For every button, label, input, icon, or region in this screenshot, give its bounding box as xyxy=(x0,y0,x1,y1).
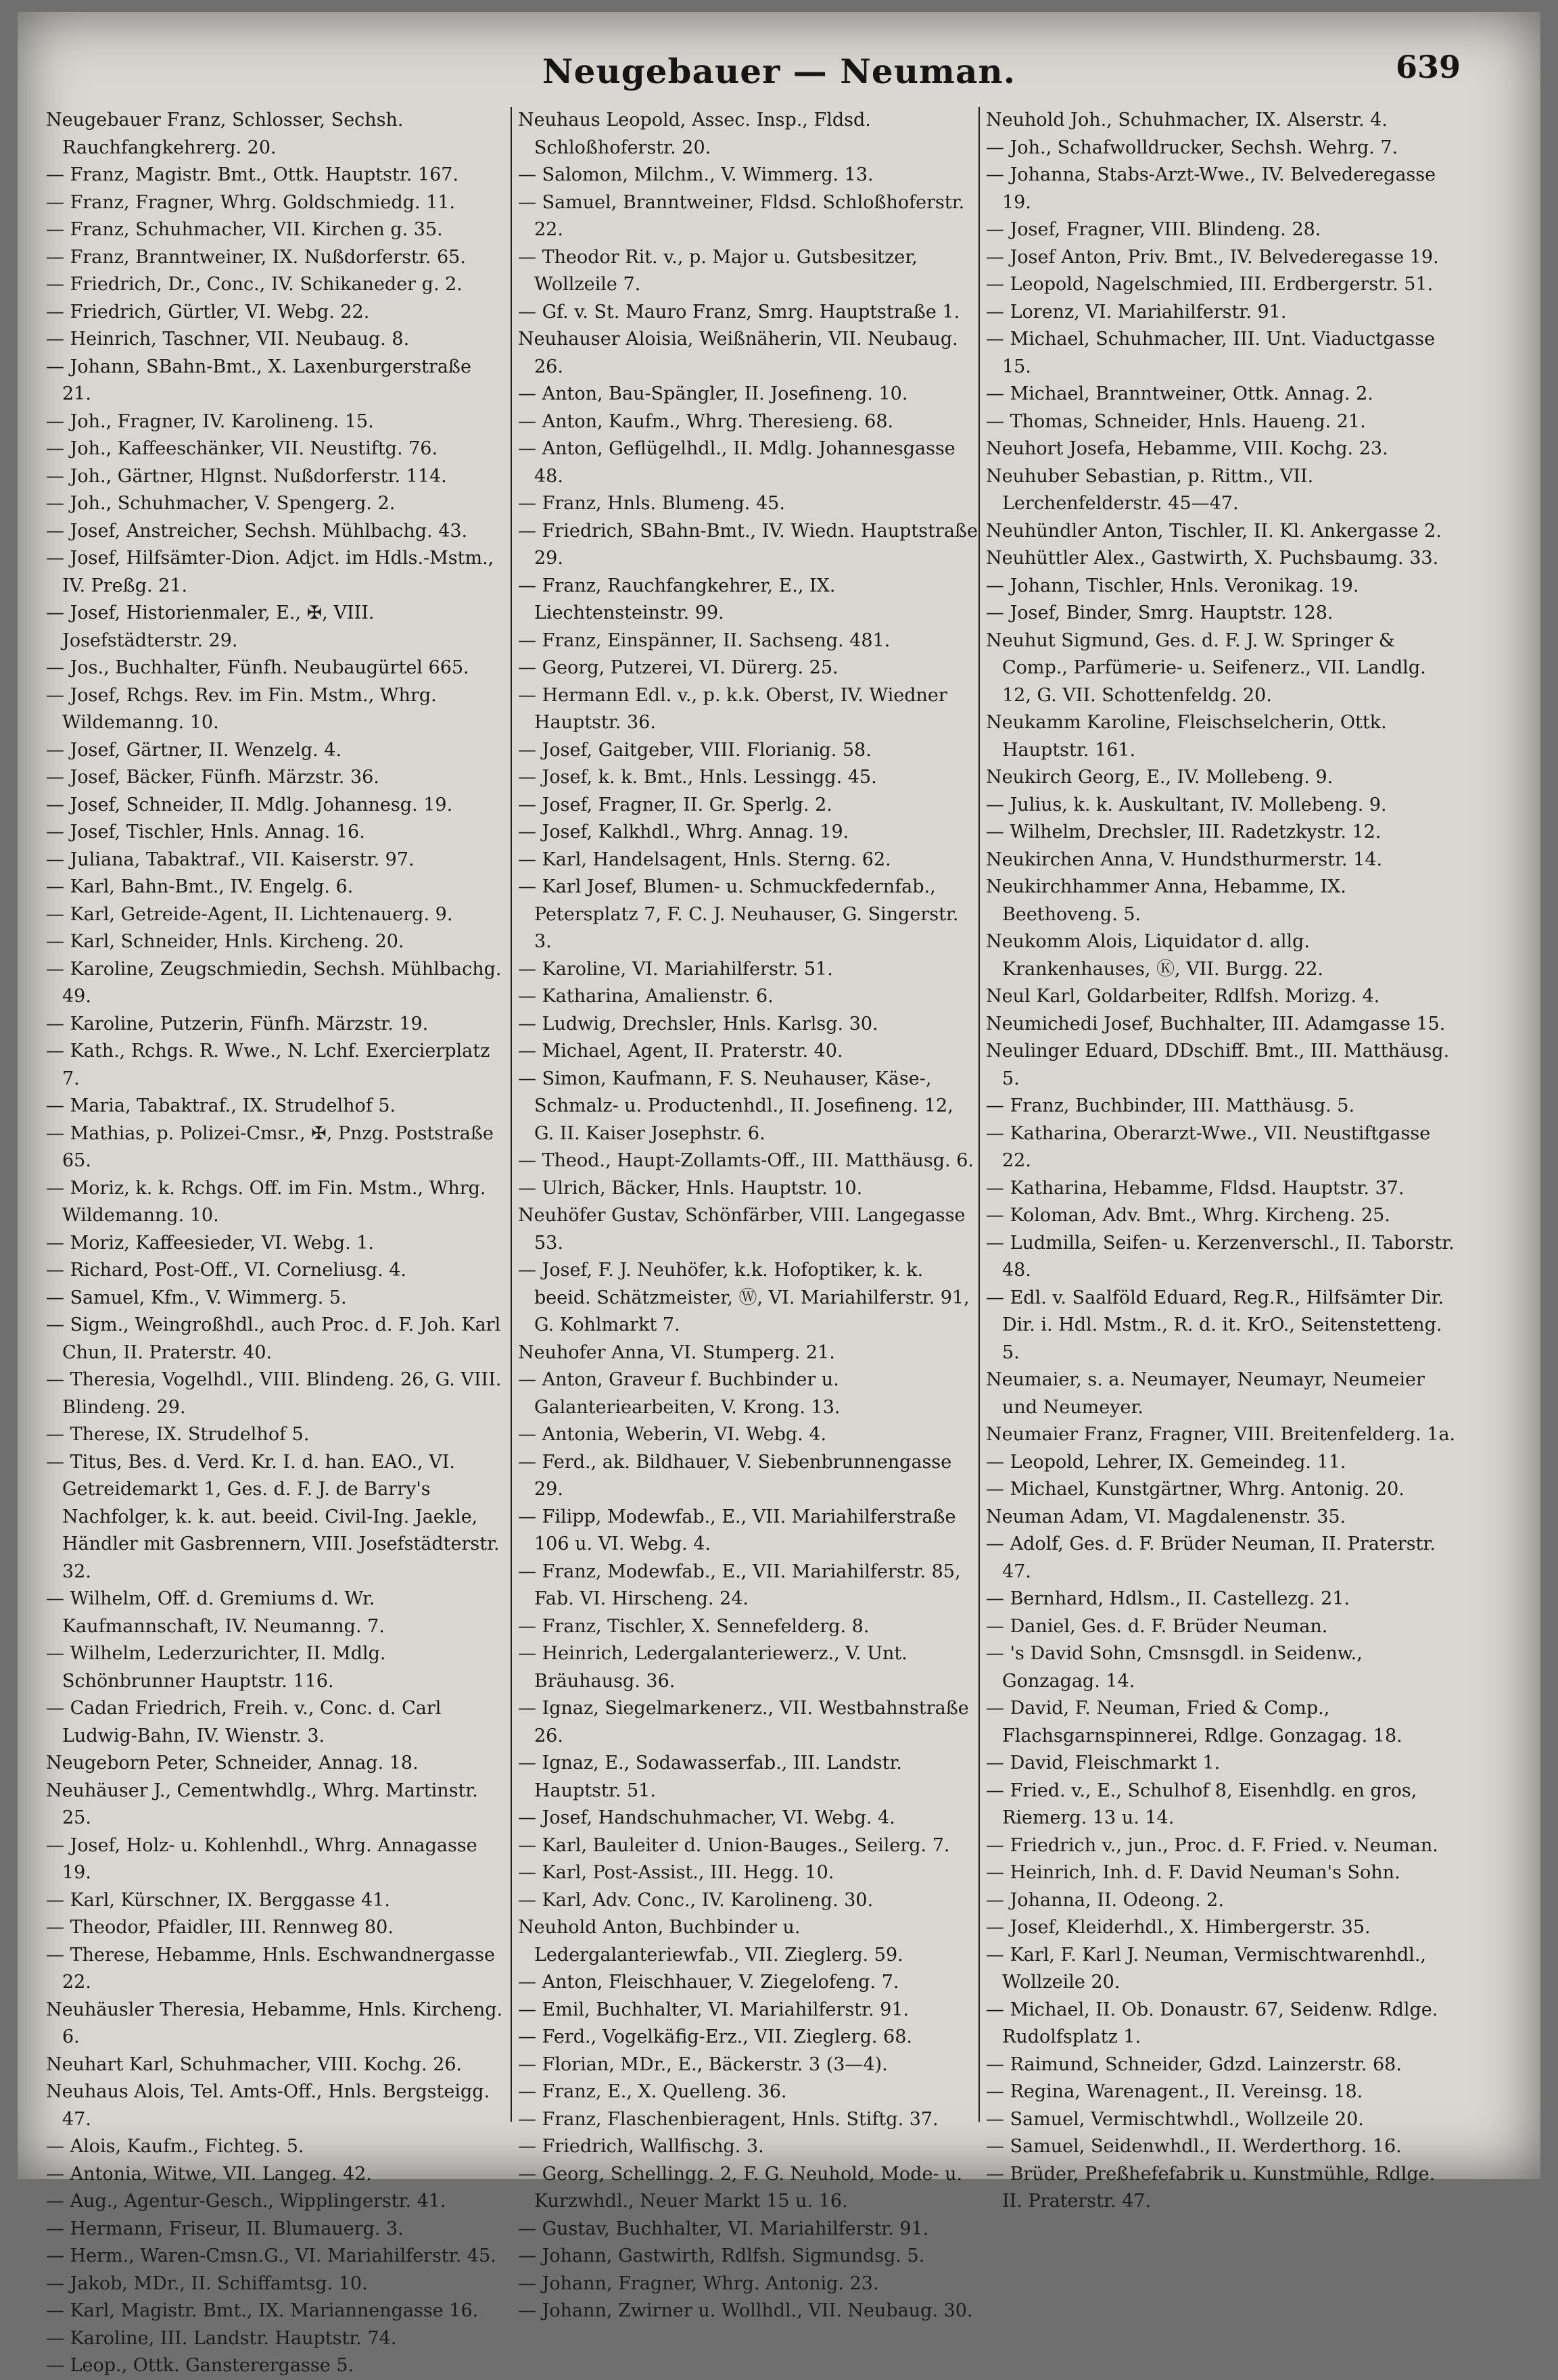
directory-entry: — Leopold, Nagelschmied, III. Erdbergerstr. 51. xyxy=(986,274,1434,295)
directory-entry: — Juliana, Tabaktraf., VII. Kaiserstr. 97. xyxy=(46,849,415,870)
directory-entry: — Johanna, II. Odeong. 2. xyxy=(986,1889,1224,1911)
directory-entry: — Josef, Hilfsämter-Dion. Adjct. im Hdls.-Mstm., IV. Preßg. 21. xyxy=(46,548,494,596)
directory-entry: — Daniel, Ges. d. F. Brüder Neuman. xyxy=(986,1615,1328,1637)
directory-entry: — Franz, E., X. Quelleng. 36. xyxy=(518,2081,787,2102)
directory-entry: — Thomas, Schneider, Hnls. Haueng. 21. xyxy=(986,410,1366,432)
directory-entry: — Mathias, p. Polizei-Cmsr., ✠, Pnzg. Poststraße 65. xyxy=(46,1122,494,1171)
directory-entry: — Therese, Hebamme, Hnls. Eschwandnergasse 22. xyxy=(46,1944,495,1993)
directory-entry: — Josef, Fragner, II. Gr. Sperlg. 2. xyxy=(518,794,832,815)
directory-entry: — Cadan Friedrich, Freih. v., Conc. d. Carl Ludwig-Bahn, IV. Wienstr. 3. xyxy=(46,1698,442,1746)
directory-entry: — Heinrich, Inh. d. F. David Neuman's Sohn. xyxy=(986,1862,1400,1883)
directory-page xyxy=(18,12,1540,2376)
directory-entry: — Katharina, Hebamme, Fldsd. Hauptstr. 37. xyxy=(986,1177,1404,1199)
directory-entry: — Josef, Binder, Smrg. Hauptstr. 128. xyxy=(986,602,1333,623)
directory-entry: — Aug., Agentur-Gesch., Wipplingerstr. 41. xyxy=(46,2191,446,2212)
directory-entry: — Josef, Kleiderhdl., X. Himbergerstr. 35. xyxy=(986,1917,1371,1938)
directory-entry: — Herm., Waren-Cmsn.G., VI. Mariahilferstr. 45. xyxy=(46,2245,496,2266)
directory-entry: Neugebauer Franz, Schlosser, Sechsh. Rauchfangkehrerg. 20. xyxy=(46,110,404,158)
directory-entry: Neuhaus Alois, Tel. Amts-Off., Hnls. Bergsteigg. 47. xyxy=(46,2081,490,2130)
directory-entry: — Karl, Schneider, Hnls. Kircheng. 20. xyxy=(46,931,404,952)
directory-entry: — Katharina, Amalienstr. 6. xyxy=(518,986,774,1007)
directory-entry: — Franz, Flaschenbieragent, Hnls. Stiftg. 37. xyxy=(518,2108,939,2130)
directory-entry: — Theodor Rit. v., p. Major u. Gutsbesitzer, Wollzeile 7. xyxy=(518,246,918,295)
directory-entry: — Karl, Bahn-Bmt., IV. Engelg. 6. xyxy=(46,876,354,897)
directory-entry: — Karl, Post-Assist., III. Hegg. 10. xyxy=(518,1862,834,1883)
directory-entry: — Theod., Haupt-Zollamts-Off., III. Matthäusg. 6. xyxy=(518,1150,974,1171)
directory-entry: — Friedrich v., jun., Proc. d. F. Fried. v. Neuman. xyxy=(986,1834,1438,1856)
directory-entry: Neukirchhammer Anna, Hebamme, IX. Beethoveng. 5. xyxy=(986,876,1346,925)
directory-entry: — Theresia, Vogelhdl., VIII. Blindeng. 26, G. VIII. Blindeng. 29. xyxy=(46,1369,502,1418)
directory-entry: — Friedrich, Gürtler, VI. Webg. 22. xyxy=(46,301,370,323)
directory-entry: — Joh., Kaffeeschänker, VII. Neustiftg. 76. xyxy=(46,438,438,459)
directory-entry: Neuhart Karl, Schuhmacher, VIII. Kochg. 26. xyxy=(46,2053,463,2075)
page-number: 639 xyxy=(1395,49,1461,85)
directory-entry: — Johann, Tischler, Hnls. Veronikag. 19. xyxy=(986,575,1359,596)
directory-entry: — Jakob, MDr., II. Schiffamtsg. 10. xyxy=(46,2272,368,2294)
page-header xyxy=(18,39,1540,100)
directory-entry: — Ignaz, E., Sodawasserfab., III. Landstr. Hauptstr. 51. xyxy=(518,1753,903,1801)
directory-entry: — David, F. Neuman, Fried & Comp., Flachsgarnspinnerei, Rdlge. Gonzagag. 18. xyxy=(986,1698,1402,1746)
column-divider xyxy=(511,107,512,2122)
directory-entry: — Anton, Fleischhauer, V. Ziegelofeng. 7. xyxy=(518,1972,899,1993)
directory-entry: — Karl, Kürschner, IX. Berggasse 41. xyxy=(46,1889,390,1911)
directory-entry: — Karoline, Zeugschmiedin, Sechsh. Mühlbachg. 49. xyxy=(46,958,502,1007)
directory-entry: — Ignaz, Siegelmarkenerz., VII. Westbahnstraße 26. xyxy=(518,1698,969,1746)
directory-entry: — Karoline, III. Landstr. Hauptstr. 74. xyxy=(46,2327,397,2349)
directory-entry: — Josef, Gärtner, II. Wenzelg. 4. xyxy=(46,739,342,761)
directory-entry: — Josef Anton, Priv. Bmt., IV. Belvederegasse 19. xyxy=(986,246,1439,268)
directory-entry: — Karl, Magistr. Bmt., IX. Mariannengasse 16. xyxy=(46,2300,479,2321)
directory-entry: — Josef, Gaitgeber, VIII. Florianig. 58. xyxy=(518,739,872,761)
directory-entry: — Heinrich, Ledergalanteriewerz., V. Unt. Bräuhausg. 36. xyxy=(518,1643,907,1692)
directory-entry: — Moriz, k. k. Rchgs. Off. im Fin. Mstm., Whrg. Wildemanng. 10. xyxy=(46,1177,486,1226)
directory-entry: Neuhöfer Gustav, Schönfärber, VIII. Langegasse 53. xyxy=(518,1205,966,1254)
directory-entry: — Maria, Tabaktraf., IX. Strudelhof 5. xyxy=(46,1095,396,1116)
directory-entry: — Karl, Bauleiter d. Union-Bauges., Seilerg. 7. xyxy=(518,1834,950,1856)
directory-entry: — Julius, k. k. Auskultant, IV. Mollebeng. 9. xyxy=(986,794,1387,815)
directory-entry: — Karl Josef, Blumen- u. Schmuckfedernfab., Petersplatz 7, F. C. J. Neuhauser, G. Singerstr. 3. xyxy=(518,876,959,952)
directory-entry: Neuhut Sigmund, Ges. d. F. J. W. Springer & Comp., Parfümerie- u. Seifenerz., VII. Landlg. 12, G. VII. Schottenfeldg. 20. xyxy=(986,629,1426,706)
directory-entry: — Friedrich, Wallfischg. 3. xyxy=(518,2136,764,2157)
directory-entry: Neuhort Josefa, Hebamme, VIII. Kochg. 23. xyxy=(986,438,1388,459)
directory-entry: — Wilhelm, Off. d. Gremiums d. Wr. Kaufmannschaft, IV. Neumanng. 7. xyxy=(46,1588,385,1637)
directory-entry: — Josef, Schneider, II. Mdlg. Johannesg. 19. xyxy=(46,794,453,815)
directory-entry: — Filipp, Modewfab., E., VII. Mariahilferstraße 106 u. VI. Webg. 4. xyxy=(518,1506,956,1554)
directory-entry: — Josef, Bäcker, Fünfh. Märzstr. 36. xyxy=(46,767,379,788)
directory-entry: — Moriz, Kaffeesieder, VI. Webg. 1. xyxy=(46,1232,375,1254)
directory-entry: — Josef, k. k. Bmt., Hnls. Lessingg. 45. xyxy=(518,767,877,788)
directory-entry: — Karl, F. Karl J. Neuman, Vermischtwarenhdl., Wollzeile 20. xyxy=(986,1944,1427,1993)
directory-entry: — Georg, Schellingg. 2, F. G. Neuhold, Mode- u. Kurzwhdl., Neuer Markt 15 u. 16. xyxy=(518,2163,963,2212)
directory-entry: — Anton, Geflügelhdl., II. Mdlg. Johannesgasse 48. xyxy=(518,438,955,487)
directory-entry: Neumichedi Josef, Buchhalter, III. Adamgasse 15. xyxy=(986,1013,1446,1034)
directory-entry: — Michael, Schuhmacher, III. Unt. Viaductgasse 15. xyxy=(986,329,1436,377)
directory-entry: Neuhauser Aloisia, Weißnäherin, VII. Neubaug. 26. xyxy=(518,329,958,377)
directory-entry: — Therese, IX. Strudelhof 5. xyxy=(46,1424,310,1445)
directory-entry: — Raimund, Schneider, Gdzd. Lainzerstr. 68. xyxy=(986,2053,1402,2075)
directory-entry: — Karoline, Putzerin, Fünfh. Märzstr. 19. xyxy=(46,1013,429,1034)
directory-entry: — Leopold, Lehrer, IX. Gemeindeg. 11. xyxy=(986,1451,1346,1473)
directory-entry: Neugeborn Peter, Schneider, Annag. 18. xyxy=(46,1753,419,1774)
directory-entry: — Friedrich, SBahn-Bmt., IV. Wiedn. Hauptstraße 29. xyxy=(518,520,978,569)
directory-entry: — Karl, Adv. Conc., IV. Karolineng. 30. xyxy=(518,1889,874,1911)
column-3 xyxy=(986,107,1459,2212)
directory-entry: — Wilhelm, Drechsler, III. Radetzkystr. 12. xyxy=(986,822,1382,842)
directory-entry: — Johann, Zwirner u. Wollhdl., VII. Neubaug. 30. xyxy=(518,2300,973,2321)
directory-entry: — Fried. v., E., Schulhof 8, Eisenhdlg. en gros, Riemerg. 13 u. 14. xyxy=(986,1780,1417,1828)
directory-entry: — Joh., Schafwolldrucker, Sechsh. Wehrg. 7. xyxy=(986,137,1398,158)
directory-entry: — Hermann Edl. v., p. k.k. Oberst, IV. Wiedner Hauptstr. 36. xyxy=(518,684,947,733)
directory-entry: — Joh., Schuhmacher, V. Spengerg. 2. xyxy=(46,493,396,514)
directory-entry: — Karoline, VI. Mariahilferstr. 51. xyxy=(518,958,833,980)
directory-entry: — Karl, Getreide-Agent, II. Lichtenauerg. 9. xyxy=(46,903,453,925)
directory-entry: — Josef, F. J. Neuhöfer, k.k. Hofoptiker, k. k. beeid. Schätzmeister, Ⓦ, VI. Mariahilferstr. 91, G. Kohlmarkt 7. xyxy=(518,1260,970,1335)
directory-entry: — Richard, Post-Off., VI. Corneliusg. 4. xyxy=(46,1260,407,1281)
directory-entry: — Wilhelm, Lederzurichter, II. Mdlg. Schönbrunner Hauptstr. 116. xyxy=(46,1643,386,1692)
directory-entry: Neuhaus Leopold, Assec. Insp., Fldsd. Schloßhoferstr. 20. xyxy=(518,110,871,158)
directory-entry: — David, Fleischmarkt 1. xyxy=(986,1753,1221,1774)
directory-entry: Neukirch Georg, E., IV. Mollebeng. 9. xyxy=(986,767,1333,788)
directory-entry: Neumaier Franz, Fragner, VIII. Breitenfelderg. 1a. xyxy=(986,1424,1456,1445)
directory-entry: — Emil, Buchhalter, VI. Mariahilferstr. 91. xyxy=(518,1999,910,2020)
directory-entry: — Josef, Holz- u. Kohlenhdl., Whrg. Annagasse 19. xyxy=(46,1834,477,1883)
directory-entry: — Simon, Kaufmann, F. S. Neuhauser, Käse-, Schmalz- u. Productenhdl., II. Josefineng. 12, G. II. Kaiser Josephstr. 6. xyxy=(518,1068,953,1144)
directory-entry: Neukamm Karoline, Fleischselcherin, Ottk. Hauptstr. 161. xyxy=(986,712,1387,761)
directory-entry: — Hermann, Friseur, II. Blumauerg. 3. xyxy=(46,2218,404,2239)
directory-entry: — Johanna, Stabs-Arzt-Wwe., IV. Belvederegasse 19. xyxy=(986,164,1436,213)
directory-entry: — Franz, Schuhmacher, VII. Kirchen g. 35. xyxy=(46,219,443,240)
directory-entry: Neukirchen Anna, V. Hundsthurmerstr. 14. xyxy=(986,849,1383,870)
directory-entry: — Ulrich, Bäcker, Hnls. Hauptstr. 10. xyxy=(518,1177,863,1199)
directory-entry: — Anton, Kaufm., Whrg. Theresieng. 68. xyxy=(518,410,894,432)
directory-entry: — Samuel, Branntweiner, Fldsd. Schloßhoferstr. 22. xyxy=(518,191,965,240)
directory-entry: — Adolf, Ges. d. F. Brüder Neuman, II. Praterstr. 47. xyxy=(986,1533,1436,1582)
directory-entry: — Franz, Magistr. Bmt., Ottk. Hauptstr. 167. xyxy=(46,164,459,185)
directory-entry: — Regina, Warenagent., II. Vereinsg. 18. xyxy=(986,2081,1363,2102)
directory-entry: — Franz, Branntweiner, IX. Nußdorferstr. 65. xyxy=(46,246,466,268)
directory-entry: — Franz, Modewfab., E., VII. Mariahilferstr. 85, Fab. VI. Hirscheng. 24. xyxy=(518,1561,961,1609)
directory-entry: — Lorenz, VI. Mariahilferstr. 91. xyxy=(986,301,1287,323)
directory-entry: — Johann, Fragner, Whrg. Antonig. 23. xyxy=(518,2272,879,2294)
directory-entry: — Ferd., ak. Bildhauer, V. Siebenbrunnengasse 29. xyxy=(518,1451,952,1500)
directory-entry: — Franz, Einspänner, II. Sachseng. 481. xyxy=(518,629,891,651)
directory-entry: — Brüder, Preßhefefabrik u. Kunstmühle, Rdlge. II. Praterstr. 47. xyxy=(986,2163,1436,2212)
running-head: Neugebauer — Neuman. xyxy=(542,51,1016,91)
directory-entry: — Franz, Tischler, X. Sennefelderg. 8. xyxy=(518,1615,870,1637)
directory-entry: — Johann, SBahn-Bmt., X. Laxenburgerstraße 21. xyxy=(46,356,471,404)
directory-entry: — Ludmilla, Seifen- u. Kerzenverschl., II. Taborstr. 48. xyxy=(986,1232,1455,1281)
directory-entry: — Anton, Bau-Spängler, II. Josefineng. 10. xyxy=(518,383,908,404)
directory-entry: — Antonia, Weberin, VI. Webg. 4. xyxy=(518,1424,827,1445)
directory-entry: — Leop., Ottk. Gansterergasse 5. xyxy=(46,2355,354,2376)
directory-entry: Neuhäusler Theresia, Hebamme, Hnls. Kircheng. 6. xyxy=(46,1999,503,2047)
directory-entry: — Katharina, Oberarzt-Wwe., VII. Neustiftgasse 22. xyxy=(986,1122,1431,1171)
directory-entry: — Florian, MDr., E., Bäckerstr. 3 (3—4). xyxy=(518,2053,888,2075)
directory-entry: — Ludwig, Drechsler, Hnls. Karlsg. 30. xyxy=(518,1013,878,1034)
directory-entry: — Michael, Branntweiner, Ottk. Annag. 2. xyxy=(986,383,1373,404)
directory-entry: — Johann, Gastwirth, Rdlfsh. Sigmundsg. 5. xyxy=(518,2245,925,2266)
directory-entry: — Antonia, Witwe, VII. Langeg. 42. xyxy=(46,2163,372,2185)
directory-entry: — Josef, Kalkhdl., Whrg. Annag. 19. xyxy=(518,822,849,842)
directory-entry: Neumaier, s. a. Neumayer, Neumayr, Neumeier und Neumeyer. xyxy=(986,1369,1425,1418)
directory-entry: Neulinger Eduard, DDschiff. Bmt., III. Matthäusg. 5. xyxy=(986,1041,1450,1089)
directory-entry: — Josef, Anstreicher, Sechsh. Mühlbachg. 43. xyxy=(46,520,468,542)
directory-entry: — Samuel, Kfm., V. Wimmerg. 5. xyxy=(46,1287,347,1308)
directory-entry: — Gf. v. St. Mauro Franz, Smrg. Hauptstraße 1. xyxy=(518,301,960,323)
directory-entry: — Michael, Agent, II. Praterstr. 40. xyxy=(518,1041,843,1062)
directory-entry: — Bernhard, Hdlsm., II. Castellezg. 21. xyxy=(986,1588,1350,1609)
directory-entry: — Heinrich, Taschner, VII. Neubaug. 8. xyxy=(46,329,410,350)
directory-entry: — Josef, Rchgs. Rev. im Fin. Mstm., Whrg. Wildemanng. 10. xyxy=(46,684,437,733)
directory-entry: — Michael, Kunstgärtner, Whrg. Antonig. 20. xyxy=(986,1479,1404,1500)
directory-entry: — Titus, Bes. d. Verd. Kr. I. d. han. EAO., VI. Getreidemarkt 1, Ges. d. F. J. de Barry's Nachfolger, k. k. aut. beeid. Civil-Ing. Jaekle, Händler mit Gasbrennern, VIII. Josefstädterstr. 32. xyxy=(46,1451,500,1582)
directory-entry: — Franz, Fragner, Whrg. Goldschmiedg. 11. xyxy=(46,191,456,213)
directory-entry: Neuhofer Anna, VI. Stumperg. 21. xyxy=(518,1341,835,1363)
directory-entry: — Ferd., Vogelkäfig-Erz., VII. Zieglerg. 68. xyxy=(518,2026,912,2047)
directory-entry: — Anton, Graveur f. Buchbinder u. Galanteriearbeiten, V. Krong. 13. xyxy=(518,1369,841,1418)
directory-entry: Neuhuber Sebastian, p. Rittm., VII. Lerchenfelderstr. 45—47. xyxy=(986,465,1314,514)
directory-entry: — Koloman, Adv. Bmt., Whrg. Kircheng. 25. xyxy=(986,1205,1390,1226)
directory-entry: — Joh., Fragner, IV. Karolineng. 15. xyxy=(46,410,374,432)
directory-entry: — Kath., Rchgs. R. Wwe., N. Lchf. Exercierplatz 7. xyxy=(46,1041,490,1089)
directory-entry: — Salomon, Milchm., V. Wimmerg. 13. xyxy=(518,164,874,185)
directory-entry: — Franz, Hnls. Blumeng. 45. xyxy=(518,493,785,514)
directory-entry: Neuman Adam, VI. Magdalenenstr. 35. xyxy=(986,1506,1346,1527)
column-1 xyxy=(46,107,506,2376)
directory-entry: — Joh., Gärtner, Hlgnst. Nußdorferstr. 114. xyxy=(46,465,447,487)
directory-entry: — Jos., Buchhalter, Fünfh. Neubaugürtel 665. xyxy=(46,657,469,678)
directory-entry: — Alois, Kaufm., Fichteg. 5. xyxy=(46,2136,304,2157)
directory-entry: Neuhold Anton, Buchbinder u. Ledergalanteriewfab., VII. Zieglerg. 59. xyxy=(518,1917,903,1966)
directory-entry: — Sigm., Weingroßhdl., auch Proc. d. F. Joh. Karl Chun, II. Praterstr. 40. xyxy=(46,1314,501,1363)
directory-entry: — Josef, Handschuhmacher, VI. Webg. 4. xyxy=(518,1807,895,1828)
directory-entry: Neukomm Alois, Liquidator d. allg. Krankenhauses, Ⓚ, VII. Burgg. 22. xyxy=(986,931,1323,980)
directory-entry: — 's David Sohn, Cmsnsgdl. in Seidenw., Gonzagag. 14. xyxy=(986,1643,1363,1692)
directory-entry: — Josef, Fragner, VIII. Blindeng. 28. xyxy=(986,219,1321,240)
directory-entry: Neuhüttler Alex., Gastwirth, X. Puchsbaumg. 33. xyxy=(986,548,1439,569)
directory-entry: — Samuel, Vermischtwhdl., Wollzeile 20. xyxy=(986,2108,1364,2130)
directory-entry: — Georg, Putzerei, VI. Dürerg. 25. xyxy=(518,657,839,678)
directory-entry: — Friedrich, Dr., Conc., IV. Schikaneder g. 2. xyxy=(46,274,463,295)
directory-entry: — Josef, Tischler, Hnls. Annag. 16. xyxy=(46,822,365,842)
directory-entry: — Edl. v. Saalföld Eduard, Reg.R., Hilfsämter Dir. Dir. i. Hdl. Mstm., R. d. it. KrO., Seitenstetteng. 5. xyxy=(986,1287,1444,1363)
directory-entry: — Franz, Rauchfangkehrer, E., IX. Liechtensteinstr. 99. xyxy=(518,575,836,623)
directory-entry: Neuhündler Anton, Tischler, II. Kl. Ankergasse 2. xyxy=(986,520,1442,542)
directory-entry: — Josef, Historienmaler, E., ✠, VIII. Josefstädterstr. 29. xyxy=(46,602,375,651)
directory-entry: Neuhold Joh., Schuhmacher, IX. Alserstr. 4. xyxy=(986,110,1388,130)
directory-entry: — Karl, Handelsagent, Hnls. Sterng. 62. xyxy=(518,849,891,870)
directory-entry: — Michael, II. Ob. Donaustr. 67, Seidenw. Rdlge. Rudolfsplatz 1. xyxy=(986,1999,1438,2047)
directory-entry: — Samuel, Seidenwhdl., II. Werderthorg. 16. xyxy=(986,2136,1402,2157)
directory-entry: Neul Karl, Goldarbeiter, Rdlfsh. Morizg. 4. xyxy=(986,986,1380,1007)
column-divider xyxy=(978,107,980,2122)
directory-entry: — Franz, Buchbinder, III. Matthäusg. 5. xyxy=(986,1095,1355,1116)
directory-entry: — Theodor, Pfaidler, III. Rennweg 80. xyxy=(46,1917,394,1938)
directory-entry: — Gustav, Buchhalter, VI. Mariahilferstr. 91. xyxy=(518,2218,929,2239)
column-2 xyxy=(518,107,978,2321)
directory-entry: Neuhäuser J., Cementwhdlg., Whrg. Martinstr. 25. xyxy=(46,1780,478,1828)
